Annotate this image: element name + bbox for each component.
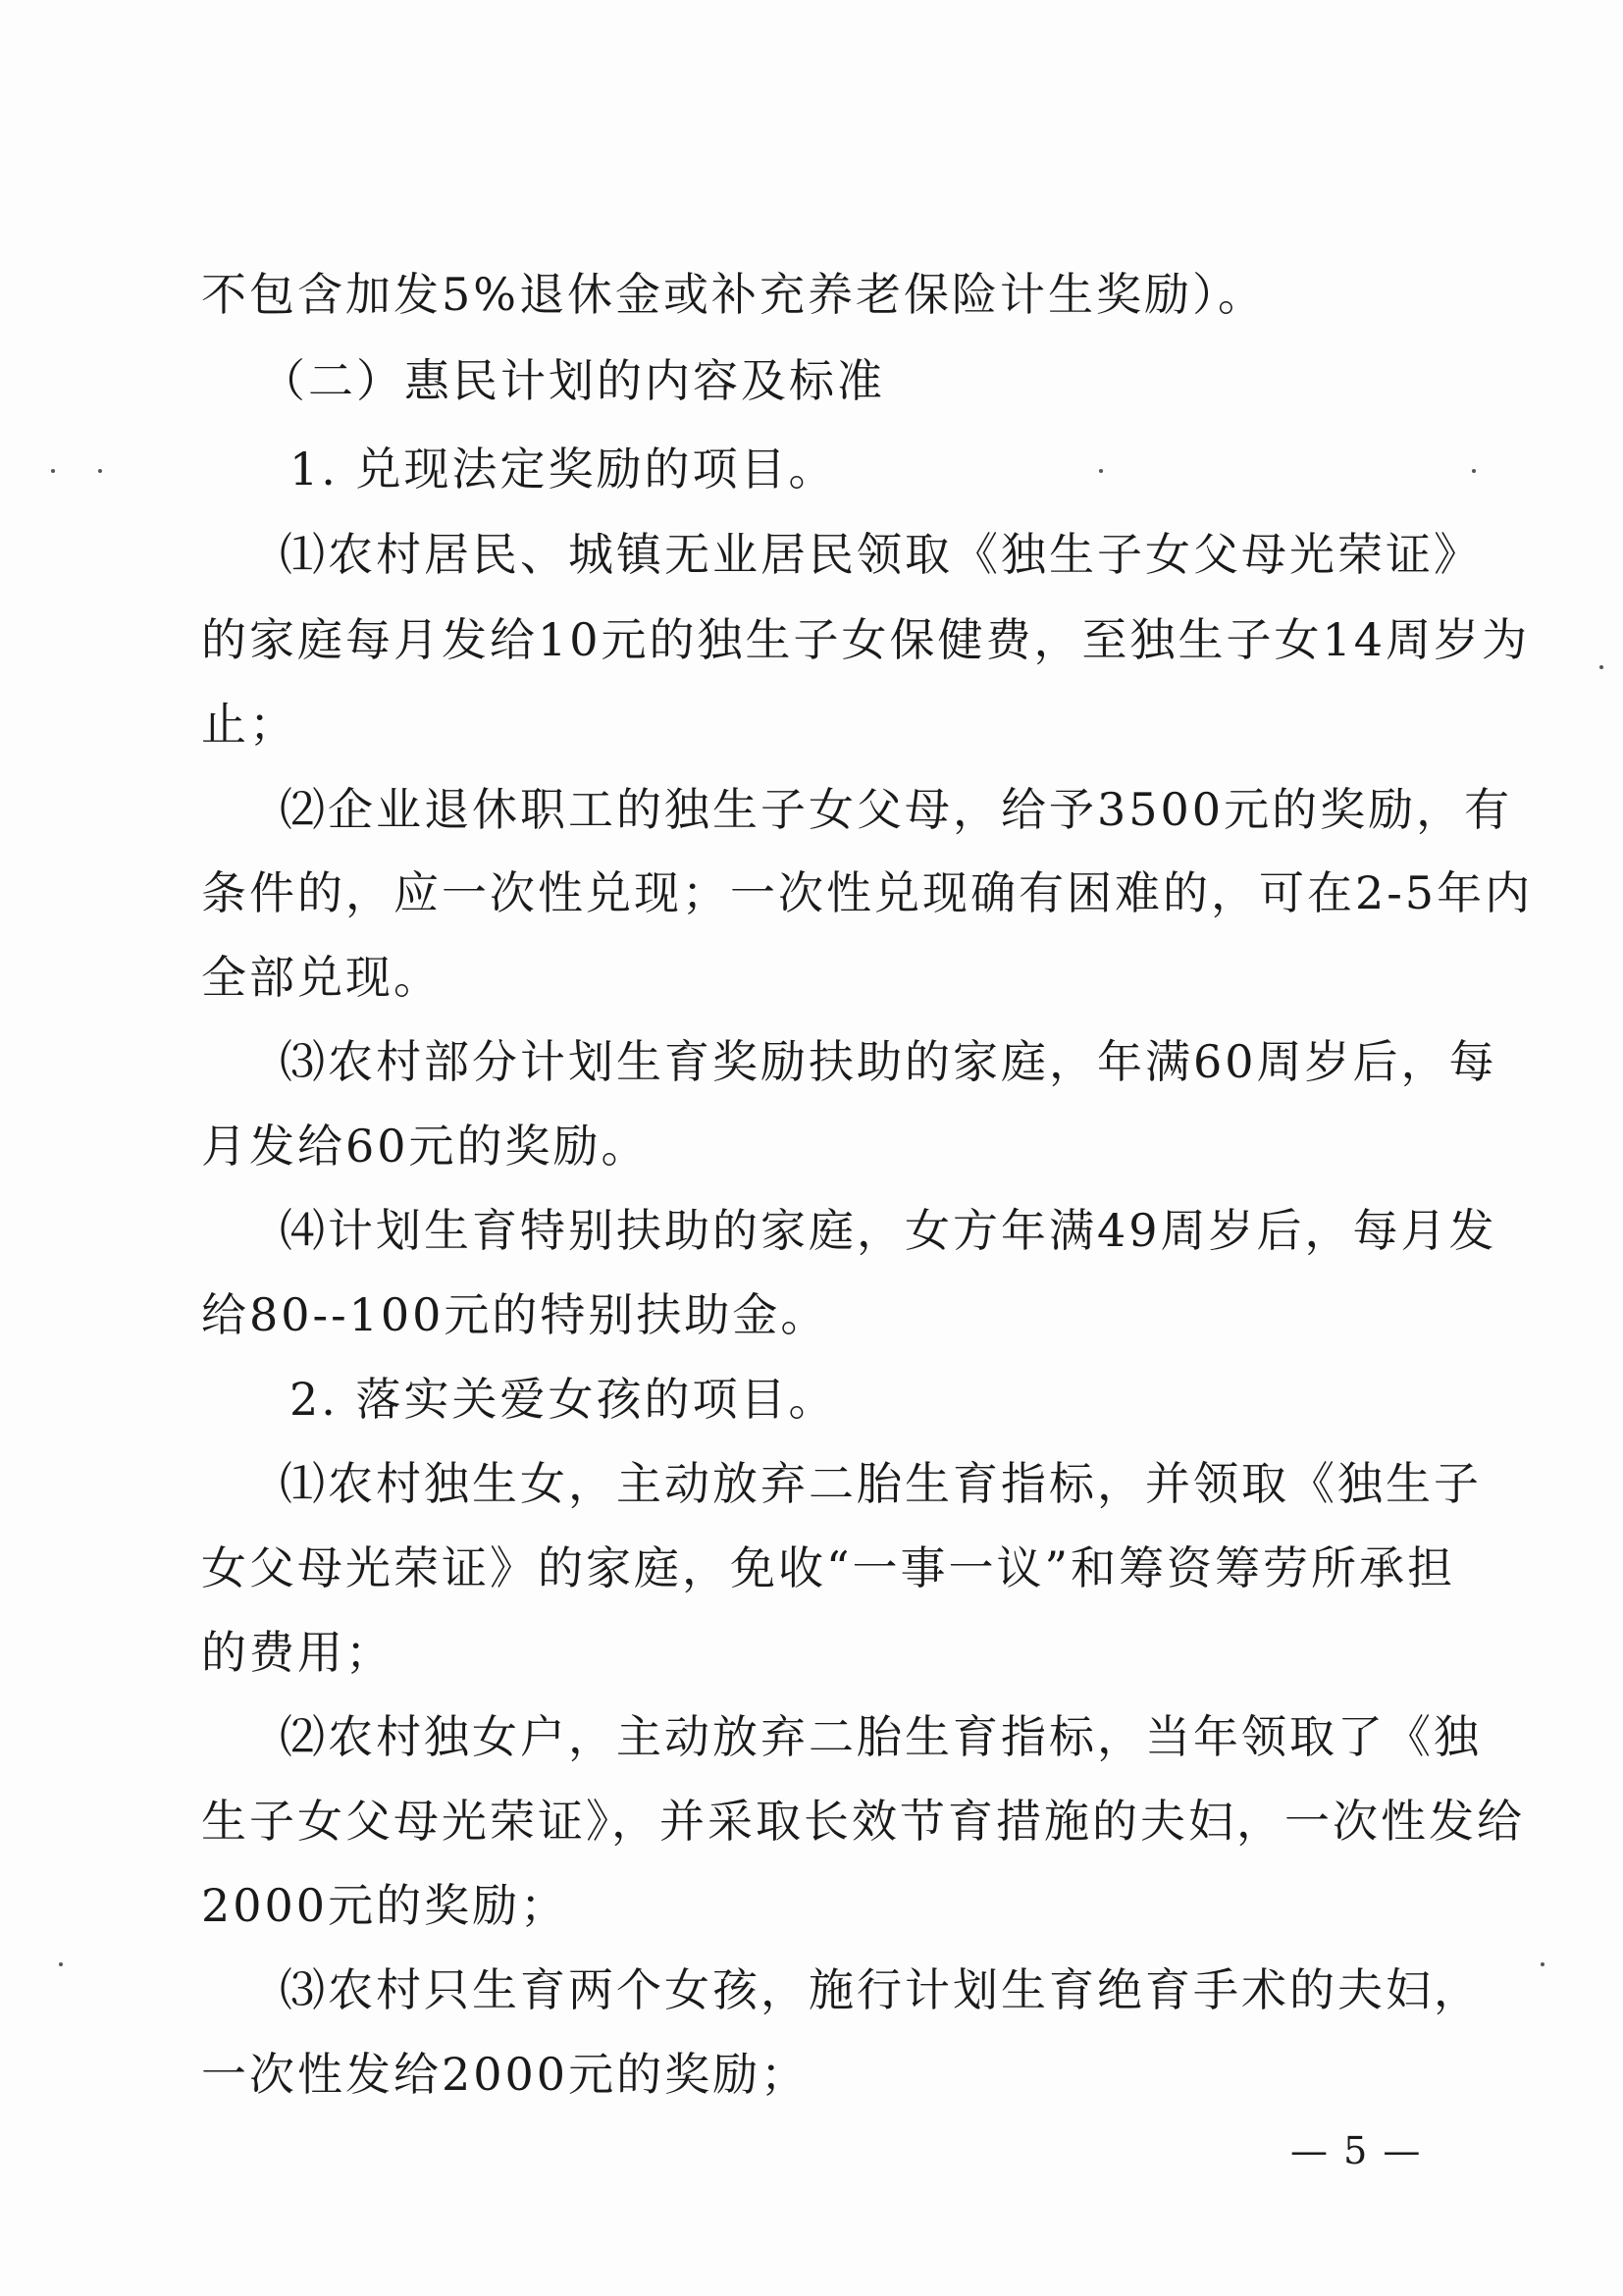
- scan-speck: [59, 1962, 63, 1966]
- scan-speck: [1541, 1962, 1544, 1966]
- text-line-16: 女父母光荣证》的家庭，免收“一事一议”和筹资筹劳所承担: [201, 1541, 1456, 1594]
- text-line-11: 月发给60元的奖励。: [201, 1120, 650, 1173]
- text-line-19: 生子女父母光荣证》，并采取长效节育措施的夫妇，一次性发给: [201, 1795, 1525, 1848]
- page-number: — 5 —: [1290, 2129, 1423, 2172]
- scan-speck: [1099, 469, 1103, 473]
- text-line-6: 止；: [201, 698, 297, 751]
- text-line-5: 的家庭每月发给10元的独生子女保健费，至独生子女14周岁为: [201, 613, 1531, 666]
- text-line-17: 的费用；: [201, 1626, 393, 1679]
- text-line-20: 2000元的奖励；: [201, 1879, 569, 1932]
- scan-speck: [1472, 469, 1476, 473]
- text-line-13: 给80--100元的特别扶助金。: [201, 1288, 829, 1341]
- scan-speck: [51, 469, 55, 473]
- scan-speck: [1599, 665, 1603, 669]
- text-line-21: ⑶农村只生育两个女孩，施行计划生育绝育手术的夫妇，: [280, 1963, 1482, 2016]
- text-line-7: ⑵企业退休职工的独生子女父母，给予3500元的奖励，有: [280, 783, 1513, 836]
- section-heading: （二）惠民计划的内容及标准: [260, 354, 885, 407]
- text-line-4: ⑴农村居民、城镇无业居民领取《独生子女父母光荣证》: [280, 528, 1482, 581]
- text-line-22: 一次性发给2000元的奖励；: [201, 2048, 810, 2101]
- scan-speck: [98, 469, 102, 473]
- text-line-1: 不包含加发5%退休金或补充养老保险计生奖励）。: [201, 268, 1266, 321]
- text-line-15: ⑴农村独生女，主动放弃二胎生育指标，并领取《独生子: [280, 1457, 1482, 1510]
- subsection-heading-2: 2. 落实关爱女孩的项目。: [289, 1373, 837, 1426]
- text-line-8: 条件的，应一次性兑现；一次性兑现确有困难的，可在2-5年内: [201, 866, 1534, 919]
- subsection-heading-1: 1. 兑现法定奖励的项目。: [289, 443, 837, 496]
- text-line-10: ⑶农村部分计划生育奖励扶助的家庭，年满60周岁后，每: [280, 1035, 1497, 1088]
- text-line-9: 全部兑现。: [201, 951, 442, 1004]
- text-line-12: ⑷计划生育特别扶助的家庭，女方年满49周岁后，每月发: [280, 1204, 1497, 1257]
- text-line-18: ⑵农村独女户，主动放弃二胎生育指标，当年领取了《独: [280, 1710, 1482, 1763]
